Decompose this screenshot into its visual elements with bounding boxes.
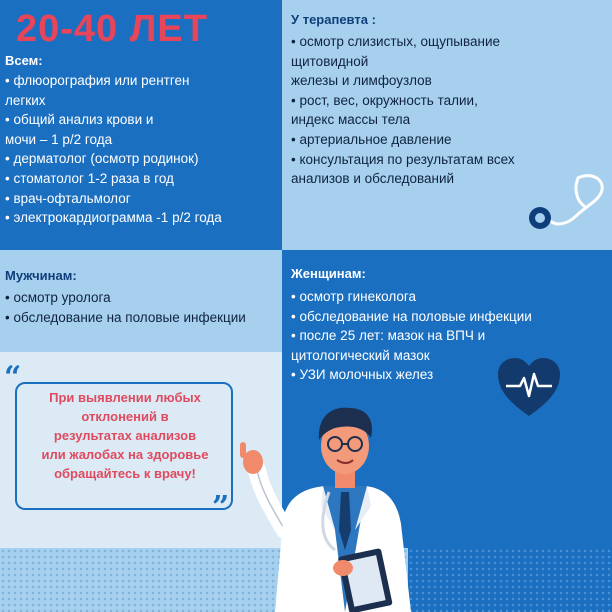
all-list [5,71,222,228]
therapist-list [291,32,515,189]
list-item: цитологический мазок [291,347,430,363]
list-item: • УЗИ молочных желез [291,367,434,383]
men-header: Мужчинам: [5,268,77,283]
list-item: анализов и обследований [291,171,455,187]
list-item: • дерматолог (осмотр родинок) [5,151,199,167]
list-item: легких [5,92,46,108]
dotted-stripe-dark [408,548,612,612]
all-header: Всем: [5,53,43,68]
men-list [5,288,246,327]
list-item: • рост, вес, окружность талии, [291,92,478,108]
page-title: 20-40 ЛЕТ [16,8,208,50]
women-header: Женщинам: [291,266,366,281]
list-item: • флюорография или рентген [5,73,190,88]
close-quote-mark: ” [212,490,230,525]
list-item: щитовидной [291,53,369,69]
list-item: • врач-офтальмолог [5,190,131,206]
list-item: индекс массы тела [291,112,411,128]
list-item: • обследование на половые инфекции [291,308,532,324]
open-quote-mark: “ [4,360,22,395]
list-item: железы и лимфоузлов [291,73,432,89]
list-item: • артериальное давление [291,131,452,147]
doctor-illustration [225,400,425,612]
list-item: • общий анализ крови и [5,112,154,128]
therapist-header: У терапевта : [291,12,376,27]
stethoscope-icon [520,170,610,236]
list-item: • после 25 лет: мазок на ВПЧ и [291,328,486,344]
quote-text: При выявлении любых отклонений в результатах анализов или жалобах на здоровье обращайтесь к врачу! [41,390,209,481]
list-item: • консультация по результатам всех [291,151,515,167]
list-item: • обследование на половые инфекции [5,309,246,325]
list-item: мочи – 1 р/2 года [5,131,113,147]
list-item: • электрокардиограмма -1 р/2 года [5,210,222,226]
heart-pulse-icon [496,356,562,418]
list-item: • стоматолог 1-2 раза в год [5,170,174,186]
list-item: • осмотр слизистых, ощупывание [291,34,501,49]
list-item: • осмотр уролога [5,290,111,305]
list-item: • осмотр гинеколога [291,289,417,304]
